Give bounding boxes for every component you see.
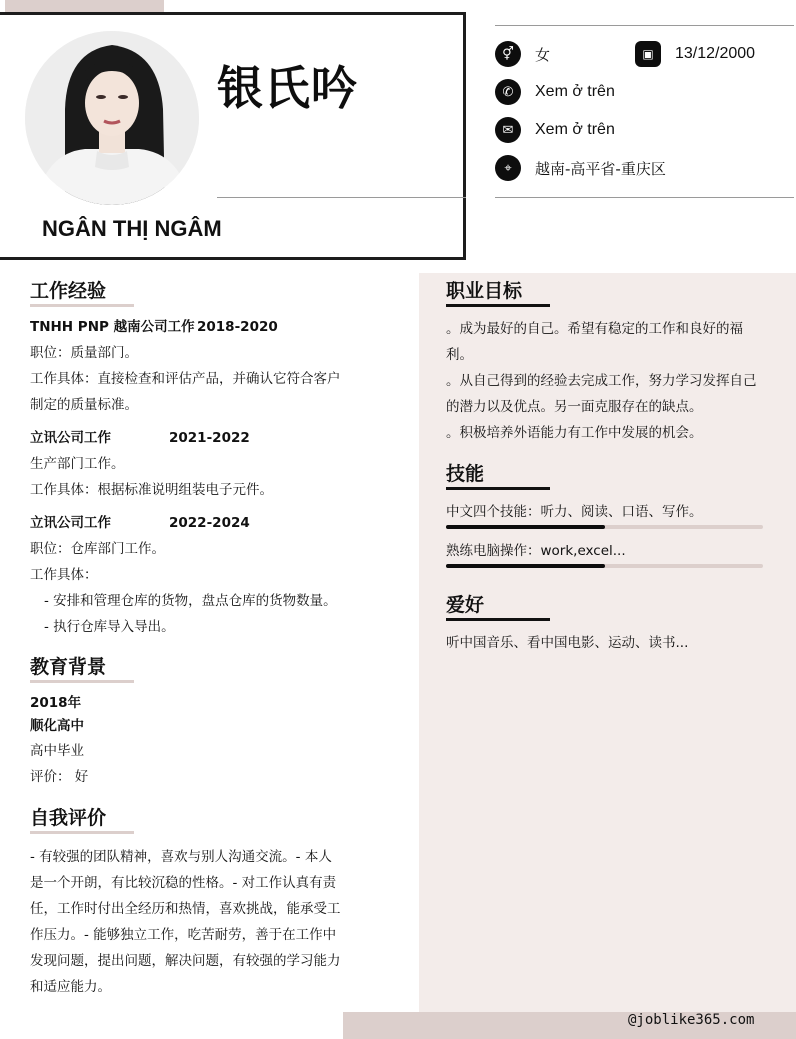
skill-bar [446, 525, 763, 529]
phone-icon: ✆ [495, 79, 521, 105]
objective-line: 利。 [446, 347, 473, 363]
job-line: 职位：仓库部门工作。 [30, 541, 165, 557]
contact-divider-bottom [495, 197, 794, 198]
gender-value: 女 [535, 45, 551, 64]
mail-icon: ✉ [495, 117, 521, 143]
self-eval-line: - 有较强的团队精神，喜欢与别人沟通交流。- 本人 [30, 849, 332, 865]
contact-divider-top [495, 25, 794, 26]
contact-address [495, 155, 666, 181]
vietnamese-name: NGÂN THỊ NGÂM [42, 216, 222, 241]
skill-bar [446, 564, 763, 568]
job-period: 2021-2022 [169, 430, 250, 446]
job-line: 制定的质量标准。 [30, 397, 138, 413]
phone-value: Xem ở trên [535, 83, 615, 100]
objective-line: 。成为最好的自己。希望有稳定的工作和良好的福 [446, 321, 743, 337]
education-year: 2018年 [30, 695, 82, 711]
gender-icon: ⚥ [495, 41, 521, 67]
skill-bar-fill [446, 525, 605, 529]
contact-email [495, 117, 615, 143]
section-underline-self-eval [30, 831, 134, 834]
self-eval-line: 作压力。- 能够独立工作，吃苦耐劳，善于在工作中 [30, 927, 337, 943]
education-grade: 评价： 好 [30, 769, 89, 785]
job-line: 工作具体：直接检查和评估产品，并确认它符合客户 [30, 371, 341, 387]
section-underline-hobbies [446, 618, 550, 621]
section-underline-objective [446, 304, 550, 307]
self-eval-line: 发现问题，提出问题，解决问题，有较强的学习能力 [30, 953, 341, 969]
location-icon: ⌖ [495, 155, 521, 181]
job-line: - 执行仓库导入导出。 [44, 619, 175, 635]
section-title-education: 教育背景 [30, 656, 107, 678]
section-title-hobbies: 爱好 [446, 594, 485, 616]
objective-line: 的潜力以及优点。另一面克服存在的缺点。 [446, 399, 703, 415]
self-eval-line: 是一个开朗，有比较沉稳的性格。- 对工作认真有责 [30, 875, 337, 891]
education-school: 顺化高中 [30, 718, 84, 734]
email-value: Xem ở trên [535, 121, 615, 138]
objective-line: 。积极培养外语能力有工作中发展的机会。 [446, 425, 703, 441]
job-line: 工作具体：根据标准说明组装电子元件。 [30, 482, 273, 498]
skill-label: 熟练电脑操作：work,excel... [446, 543, 626, 559]
job-line: 职位：质量部门。 [30, 345, 138, 361]
job-company: 立讯公司工作 [30, 515, 111, 531]
section-title-self-eval: 自我评价 [30, 807, 107, 829]
job-company: 立讯公司工作 [30, 430, 111, 446]
footer-watermark: @joblike365.com [628, 1012, 755, 1028]
section-title-objective: 职业目标 [446, 280, 523, 302]
self-eval-line: 任，工作时付出全经历和热情，喜欢挑战，能承受工 [30, 901, 341, 917]
contact-gender [495, 41, 550, 67]
address-value: 越南-高平省-重庆区 [535, 159, 666, 178]
chinese-name: 银氏吟 [217, 61, 358, 115]
job-period: 2022-2024 [169, 515, 250, 531]
section-underline-skills [446, 487, 550, 490]
section-title-work: 工作经验 [30, 280, 107, 302]
education-degree: 高中毕业 [30, 743, 84, 759]
contact-birthday [635, 41, 755, 67]
name-divider [217, 197, 466, 198]
section-title-skills: 技能 [446, 463, 485, 485]
section-underline-work [30, 304, 134, 307]
birthday-value: 13/12/2000 [675, 45, 756, 62]
skill-label: 中文四个技能：听力、阅读、口语、写作。 [446, 504, 703, 520]
job-line: - 安排和管理仓库的货物，盘点仓库的货物数量。 [44, 593, 337, 609]
avatar [25, 31, 199, 205]
job-period: 2018-2020 [197, 319, 278, 335]
portrait-photo [25, 31, 199, 205]
job-company: TNHH PNP 越南公司工作 [30, 319, 195, 335]
job-line: 工作具体： [30, 567, 98, 583]
calendar-icon: ▣ [635, 41, 661, 67]
skill-bar-fill [446, 564, 605, 568]
section-underline-education [30, 680, 134, 683]
contact-phone [495, 79, 615, 105]
hobbies-text: 听中国音乐、看中国电影、运动、读书... [446, 635, 689, 651]
job-line: 生产部门工作。 [30, 456, 125, 472]
objective-line: 。从自己得到的经验去完成工作，努力学习发挥自己 [446, 373, 757, 389]
self-eval-line: 和适应能力。 [30, 979, 111, 995]
